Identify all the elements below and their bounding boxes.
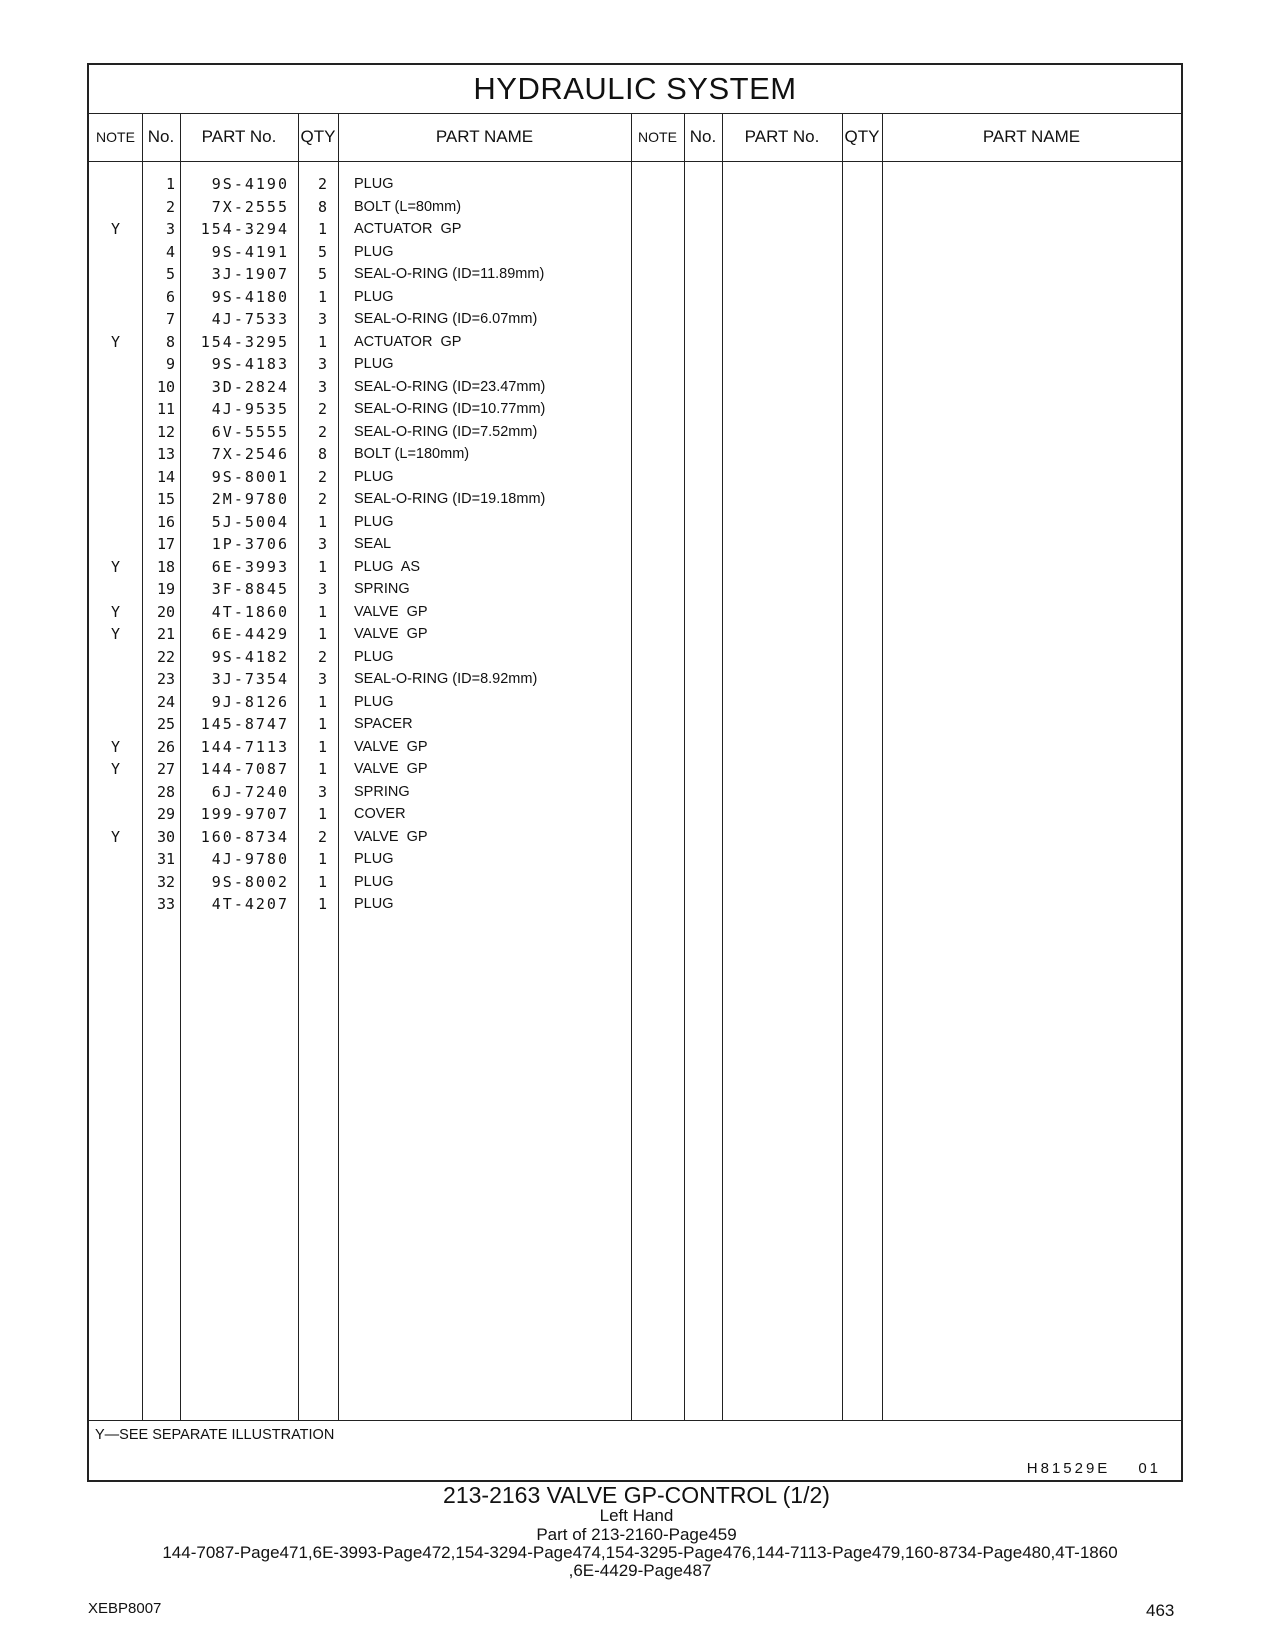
row-part-name: VALVE GP [354,828,428,845]
header-no-right: No. [689,127,717,146]
page-number: 463 [1146,1601,1175,1620]
group-subtitle: Left Hand [599,1506,674,1525]
row-part-name: SPRING [354,783,410,800]
row-part-name: SPRING [354,581,410,597]
part-of-reference: Part of 213-2160-Page459 [536,1525,737,1544]
row-item-number: 4 [165,242,175,261]
row-item-number: 16 [156,512,175,531]
row-part-number: 9S-4190 [211,175,289,193]
legend-note: Y—SEE SEPARATE ILLUSTRATION [95,1427,335,1443]
table-row [89,848,649,871]
row-quantity: 3 [317,535,327,553]
row-item-number: 3 [165,220,175,238]
row-quantity: 2 [317,422,327,441]
table-row [89,646,649,669]
row-part-name: PLUG [354,851,394,867]
row-quantity: 1 [317,872,327,891]
column-divider [722,113,723,1420]
row-part-number: 6E-4429 [211,625,289,643]
row-part-number: 9S-8002 [211,872,289,891]
row-part-name: SEAL-O-RING (ID=7.52mm) [354,423,538,440]
section-title: HYDRAULIC SYSTEM [89,65,1181,114]
group-title: 213-2163 VALVE GP-CONTROL (1/2) [443,1482,830,1508]
row-part-number: 3J-1907 [211,265,289,283]
row-part-number: 6E-3993 [211,557,289,576]
row-part-number: 1P-3706 [211,535,289,553]
row-note: Y [110,332,121,351]
row-part-name: PLUG [354,176,394,192]
table-row [89,488,649,511]
row-part-number: 7X-2546 [211,445,289,463]
row-quantity: 1 [317,715,327,733]
row-part-number: 160-8734 [200,827,289,846]
illustration-code-rev: 01 [1138,1460,1161,1477]
table-row [89,286,649,309]
row-note: Y [110,220,121,238]
row-part-number: 4J-7533 [211,310,289,328]
row-item-number: 20 [156,602,175,621]
row-quantity: 2 [317,647,327,666]
row-note: Y [110,602,121,621]
row-quantity: 2 [317,827,327,846]
header-note-right: NOTE [638,129,677,145]
table-row [89,218,649,241]
row-part-number: 5J-5004 [211,512,289,531]
row-quantity: 3 [317,580,327,598]
row-part-name: VALVE GP [354,626,428,642]
row-item-number: 26 [156,737,175,756]
header-no-left: No. [147,127,175,146]
row-quantity: 3 [317,310,327,328]
row-part-name: PLUG [354,693,394,710]
table-row [89,263,649,286]
row-part-number: 9S-8001 [211,467,289,486]
illustration-code [1027,1460,1161,1477]
row-note: Y [110,827,121,846]
table-row [89,691,649,714]
table-row [89,713,649,736]
row-part-name: SEAL-O-RING (ID=23.47mm) [354,378,546,395]
row-part-number: 7X-2555 [211,197,289,216]
row-quantity: 1 [317,737,327,756]
row-quantity: 1 [317,287,327,306]
row-item-number: 32 [156,872,175,891]
row-note: Y [110,760,121,778]
row-item-number: 17 [156,535,175,553]
header-qty-right: QTY [844,127,880,146]
row-item-number: 23 [156,670,175,688]
row-part-name: BOLT (L=80mm) [354,198,462,215]
row-quantity: 1 [317,625,327,643]
row-quantity: 1 [317,602,327,621]
table-row [89,353,649,376]
row-item-number: 33 [156,895,175,913]
row-part-number: 2M-9780 [211,490,289,508]
table-row [89,893,649,916]
row-item-number: 30 [156,827,175,846]
row-quantity: 1 [317,895,327,913]
row-part-number: 9S-4183 [211,355,289,373]
table-row [89,758,649,781]
header-note-left: NOTE [96,129,135,145]
row-item-number: 22 [156,647,175,666]
row-item-number: 12 [156,422,175,441]
row-part-number: 3J-7354 [211,670,289,688]
row-item-number: 10 [156,377,175,396]
row-quantity: 2 [317,400,327,418]
row-quantity: 1 [317,692,327,711]
row-part-number: 3D-2824 [211,377,289,396]
table-row [89,173,649,196]
row-item-number: 5 [165,265,175,283]
table-row [89,578,649,601]
column-divider [882,113,883,1420]
row-quantity: 3 [317,377,327,396]
row-part-name: ACTUATOR GP [354,333,462,350]
row-part-name: SEAL-O-RING (ID=8.92mm) [354,671,538,687]
row-part-name: PLUG [354,873,394,890]
row-quantity: 3 [317,670,327,688]
row-quantity: 2 [317,175,327,193]
row-part-name: SPACER [354,716,413,732]
footer-divider [89,1420,1181,1421]
row-item-number: 1 [165,175,175,193]
row-part-number: 9J-8126 [211,692,289,711]
table-row [89,443,649,466]
document-id: XEBP8007 [88,1600,162,1617]
table-row [89,421,649,444]
row-item-number: 19 [156,580,175,598]
row-item-number: 9 [165,355,175,373]
row-part-number: 9S-4191 [211,242,289,261]
row-item-number: 18 [156,557,175,576]
row-quantity: 1 [317,220,327,238]
row-item-number: 24 [156,692,175,711]
table-row [89,601,649,624]
table-row [89,511,649,534]
row-part-name: PLUG [354,896,394,912]
column-divider [684,113,685,1420]
row-item-number: 29 [156,805,175,823]
row-quantity: 2 [317,490,327,508]
page-references [100,1544,1180,1580]
row-part-name: PLUG [354,513,394,530]
row-quantity: 8 [317,445,327,463]
table-row [89,736,649,759]
row-quantity: 3 [317,355,327,373]
illustration-code-id: H81529E [1026,1460,1111,1477]
page-references-line-2: ,6E-4429-Page487 [568,1561,712,1580]
row-part-number: 4J-9535 [211,400,289,418]
row-part-name: SEAL-O-RING (ID=19.18mm) [354,491,546,507]
row-part-name: VALVE GP [354,761,428,777]
table-row [89,556,649,579]
row-quantity: 1 [317,557,327,576]
row-quantity: 3 [317,782,327,801]
row-item-number: 2 [165,197,175,216]
table-row [89,803,649,826]
row-item-number: 11 [156,400,175,418]
page-references-line-1: 144-7087-Page471,6E-3993-Page472,154-3294-Page474,154-3295-Page476,144-7113-Page479,160-8734-Page480,4T-1860 [162,1543,1118,1562]
row-part-name: ACTUATOR GP [354,221,462,237]
table-header [89,113,1181,162]
row-part-number: 154-3295 [200,332,289,351]
table-row [89,871,649,894]
row-part-number: 144-7087 [200,760,289,778]
row-part-name: PLUG [354,288,394,305]
parts-list-frame [87,63,1183,1482]
row-item-number: 31 [156,850,175,868]
row-quantity: 1 [317,512,327,531]
row-part-name: PLUG [354,356,394,372]
row-part-name: PLUG [354,468,394,485]
row-item-number: 14 [156,467,175,486]
row-item-number: 7 [165,310,175,328]
row-part-name: SEAL-O-RING (ID=6.07mm) [354,311,538,327]
table-row [89,331,649,354]
row-item-number: 8 [165,332,175,351]
row-part-number: 145-8747 [200,715,289,733]
row-part-name: SEAL [354,536,392,552]
row-part-number: 6J-7240 [211,782,289,801]
row-note: Y [110,625,121,643]
row-note: Y [110,557,121,576]
row-part-name: COVER [354,806,406,822]
header-part-no-right: PART No. [744,127,820,146]
table-row [89,308,649,331]
row-item-number: 15 [156,490,175,508]
header-part-no-left: PART No. [201,127,277,146]
row-part-number: 9S-4180 [211,287,289,306]
row-quantity: 1 [317,805,327,823]
row-part-name: SEAL-O-RING (ID=10.77mm) [354,401,546,417]
table-row [89,533,649,556]
row-part-number: 9S-4182 [211,647,289,666]
row-quantity: 5 [317,265,327,283]
row-quantity: 1 [317,760,327,778]
row-part-number: 199-9707 [200,805,289,823]
table-row [89,826,649,849]
row-quantity: 1 [317,332,327,351]
row-part-name: PLUG [354,648,394,665]
row-quantity: 1 [317,850,327,868]
row-item-number: 21 [156,625,175,643]
row-part-name: PLUG AS [354,558,421,575]
column-divider [842,113,843,1420]
table-row [89,781,649,804]
table-row [89,376,649,399]
row-part-name: SEAL-O-RING (ID=11.89mm) [354,266,545,282]
row-part-name: PLUG [354,243,394,260]
row-item-number: 6 [165,287,175,306]
row-part-number: 3F-8845 [211,580,289,598]
row-item-number: 25 [156,715,175,733]
row-part-number: 6V-5555 [211,422,289,441]
row-quantity: 5 [317,242,327,261]
header-part-name-right: PART NAME [982,127,1081,146]
row-item-number: 28 [156,782,175,801]
row-part-number: 4J-9780 [211,850,289,868]
table-row [89,398,649,421]
row-part-number: 4T-1860 [211,602,289,621]
row-part-name: VALVE GP [354,738,428,755]
row-part-number: 4T-4207 [211,895,289,913]
row-part-name: VALVE GP [354,603,428,620]
table-row [89,623,649,646]
header-qty-left: QTY [300,127,336,146]
row-note: Y [110,737,121,756]
row-part-number: 154-3294 [200,220,289,238]
row-part-number: 144-7113 [200,737,289,756]
table-row [89,196,649,219]
row-item-number: 27 [156,760,175,778]
table-row [89,466,649,489]
row-quantity: 8 [317,197,327,216]
table-row [89,241,649,264]
row-item-number: 13 [156,445,175,463]
header-part-name-left: PART NAME [435,127,534,146]
row-quantity: 2 [317,467,327,486]
row-part-name: BOLT (L=180mm) [354,446,470,462]
table-row [89,668,649,691]
